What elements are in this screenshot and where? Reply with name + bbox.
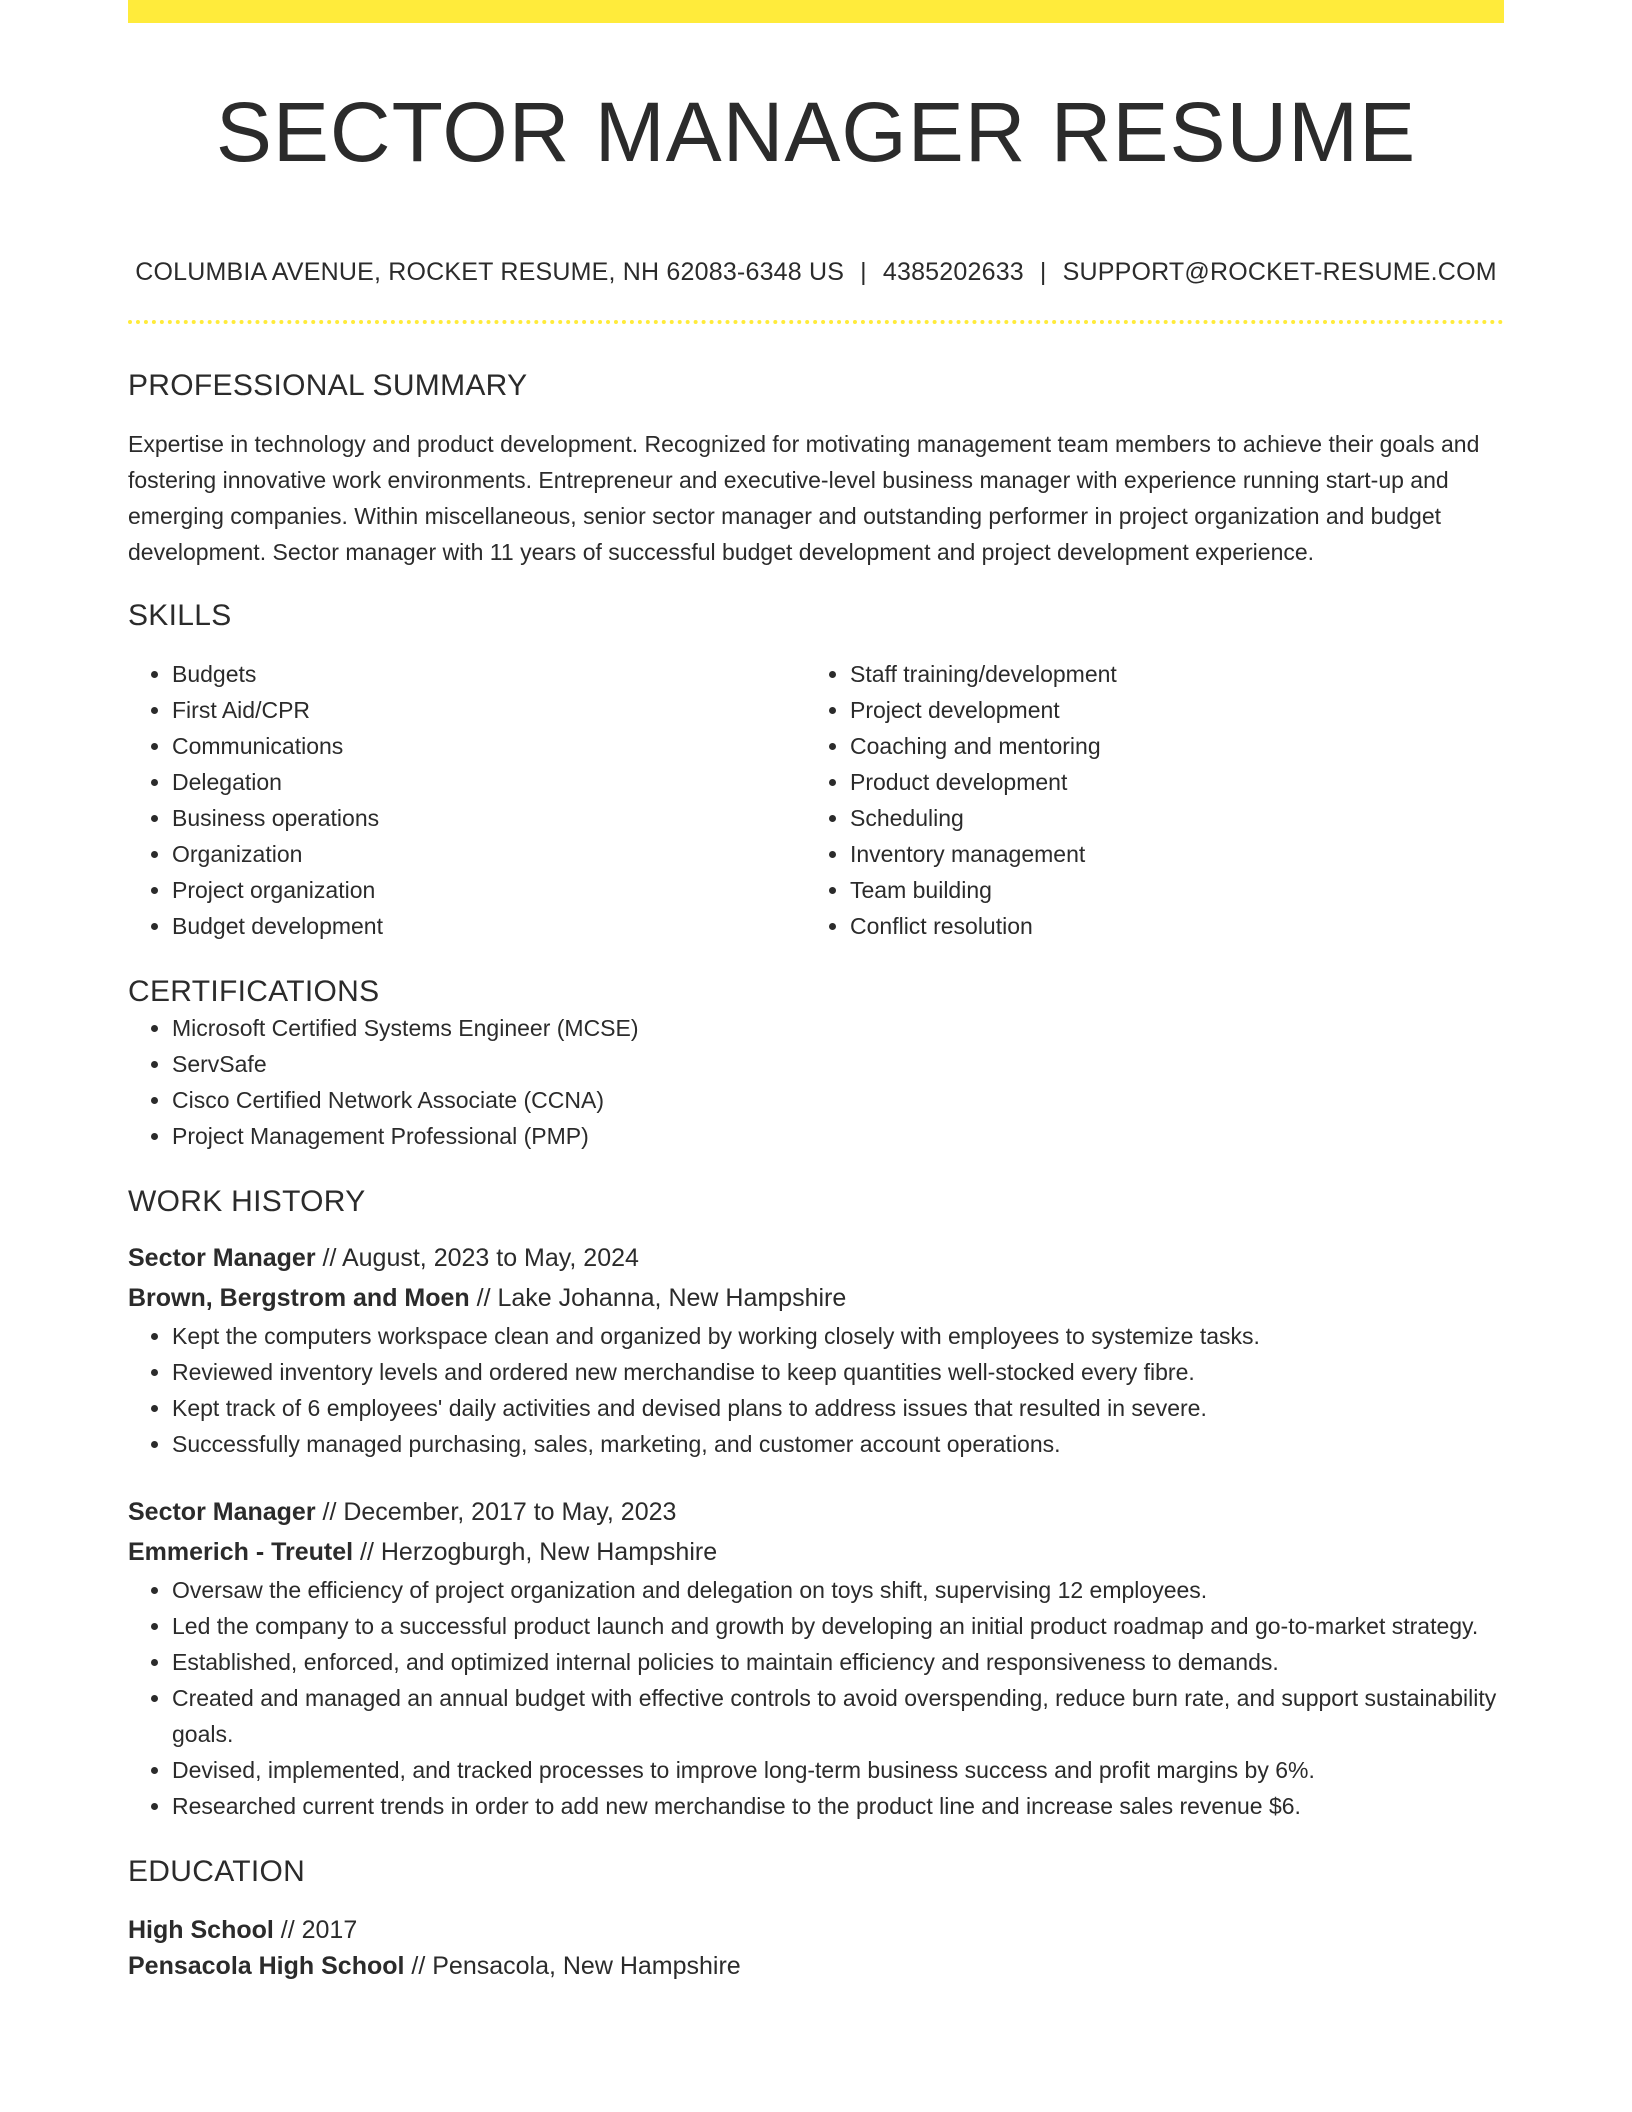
- skill-item: • Staff training/development: [850, 656, 1484, 692]
- job-bullet-list: [128, 1318, 1504, 1462]
- job-company: Brown, Bergstrom and Moen: [128, 1284, 470, 1312]
- skill-item: • Project organization: [172, 872, 806, 908]
- contact-address: COLUMBIA AVENUE, ROCKET RESUME, NH 62083-6348 US: [135, 258, 845, 286]
- skill-item: • First Aid/CPR: [172, 692, 806, 728]
- job-bullet: • Devised, implemented, and tracked processes to improve long-term business success and profit margins by 6%.: [172, 1752, 1504, 1788]
- contact-separator: |: [860, 258, 867, 286]
- job-title-line: [128, 1238, 1504, 1278]
- job-bullet: • Successfully managed purchasing, sales, marketing, and customer account operations.: [172, 1426, 1504, 1462]
- skill-item: • Team building: [850, 872, 1484, 908]
- skill-item: • Product development: [850, 764, 1484, 800]
- skills-right-column: [806, 656, 1484, 944]
- resume-page: [128, 0, 1504, 1984]
- skill-item: • Budget development: [172, 908, 806, 944]
- job-bullet: • Reviewed inventory levels and ordered new merchandise to keep quantities well-stocked every fibre.: [172, 1354, 1504, 1390]
- skill-item: • Scheduling: [850, 800, 1484, 836]
- skills-grid: [128, 656, 1504, 944]
- education-year: // 2017: [273, 1916, 358, 1944]
- education-degree-line: [128, 1912, 1504, 1948]
- summary-text: Expertise in technology and product development. Recognized for motivating management team members to achieve their goals and fostering innovative work environments. Entrepreneur and executive-level business manager with experience running start-up and emerging companies. Within miscellaneous, senior sector manager and outstanding performer in project organization and budget development. Sector manager with 11 years of successful budget development and project development experience.: [128, 431, 1480, 565]
- job-location: // Lake Johanna, New Hampshire: [469, 1284, 847, 1312]
- skill-item: • Business operations: [172, 800, 806, 836]
- job-title: Sector Manager: [128, 1244, 316, 1272]
- certifications-heading: CERTIFICATIONS: [128, 975, 380, 1008]
- skill-item: • Communications: [172, 728, 806, 764]
- certification-item: • Cisco Certified Network Associate (CCNA): [172, 1082, 1504, 1118]
- job-bullet: • Established, enforced, and optimized internal policies to maintain efficiency and responsiveness to demands.: [172, 1644, 1504, 1680]
- skill-item: • Project development: [850, 692, 1484, 728]
- education-degree: High School: [128, 1916, 274, 1944]
- job-bullet: • Led the company to a successful product launch and growth by developing an initial product roadmap and go-to-market strategy.: [172, 1608, 1504, 1644]
- skill-item: • Organization: [172, 836, 806, 872]
- certification-item: • Microsoft Certified Systems Engineer (MCSE): [172, 1010, 1504, 1046]
- job-bullet: • Oversaw the efficiency of project organization and delegation on toys shift, supervising 12 employees.: [172, 1572, 1504, 1608]
- certification-item: • ServSafe: [172, 1046, 1504, 1082]
- job-bullet: • Researched current trends in order to add new merchandise to the product line and increase sales revenue $6.: [172, 1788, 1504, 1824]
- job-dates: // August, 2023 to May, 2024: [315, 1244, 639, 1272]
- education-heading: EDUCATION: [128, 1855, 306, 1888]
- job-company-line: [128, 1278, 1504, 1318]
- contact-email: SUPPORT@ROCKET-RESUME.COM: [1062, 258, 1497, 286]
- contact-phone: 4385202633: [882, 258, 1024, 286]
- contact-separator: |: [1039, 258, 1047, 286]
- certifications-list: [128, 1010, 1504, 1154]
- skill-item: • Delegation: [172, 764, 806, 800]
- job-entry: [128, 1492, 1504, 1824]
- certification-item: • Project Management Professional (PMP): [172, 1118, 1504, 1154]
- work-history-heading: WORK HISTORY: [128, 1185, 366, 1218]
- job-company-line: [128, 1532, 1504, 1572]
- job-location: // Herzogburgh, New Hampshire: [353, 1538, 718, 1566]
- skill-item: • Budgets: [172, 656, 806, 692]
- education-location: // Pensacola, New Hampshire: [404, 1952, 741, 1980]
- education-school-line: [128, 1948, 1504, 1984]
- job-dates: // December, 2017 to May, 2023: [315, 1498, 677, 1526]
- dotted-divider: [128, 320, 1504, 324]
- job-company: Emmerich - Treutel: [128, 1538, 354, 1566]
- contact-line: [128, 257, 1504, 287]
- job-title-line: [128, 1492, 1504, 1532]
- skills-heading: SKILLS: [128, 599, 232, 632]
- skill-item: • Inventory management: [850, 836, 1484, 872]
- skills-left-column: [128, 656, 806, 944]
- accent-top-bar: [128, 0, 1504, 23]
- job-bullet: • Created and managed an annual budget with effective controls to avoid overspending, reduce burn rate, and support sustainability goals.: [172, 1680, 1504, 1752]
- skill-item: • Conflict resolution: [850, 908, 1484, 944]
- resume-title: SECTOR MANAGER RESUME: [215, 85, 1417, 179]
- job-entry: [128, 1238, 1504, 1462]
- job-bullet: • Kept the computers workspace clean and organized by working closely with employees to systemize tasks.: [172, 1318, 1504, 1354]
- education-school: Pensacola High School: [128, 1952, 405, 1980]
- job-bullet-list: [128, 1572, 1504, 1824]
- summary-heading: PROFESSIONAL SUMMARY: [128, 369, 528, 402]
- skill-item: • Coaching and mentoring: [850, 728, 1484, 764]
- job-title: Sector Manager: [128, 1498, 316, 1526]
- job-bullet: • Kept track of 6 employees' daily activities and devised plans to address issues that resulted in severe.: [172, 1390, 1504, 1426]
